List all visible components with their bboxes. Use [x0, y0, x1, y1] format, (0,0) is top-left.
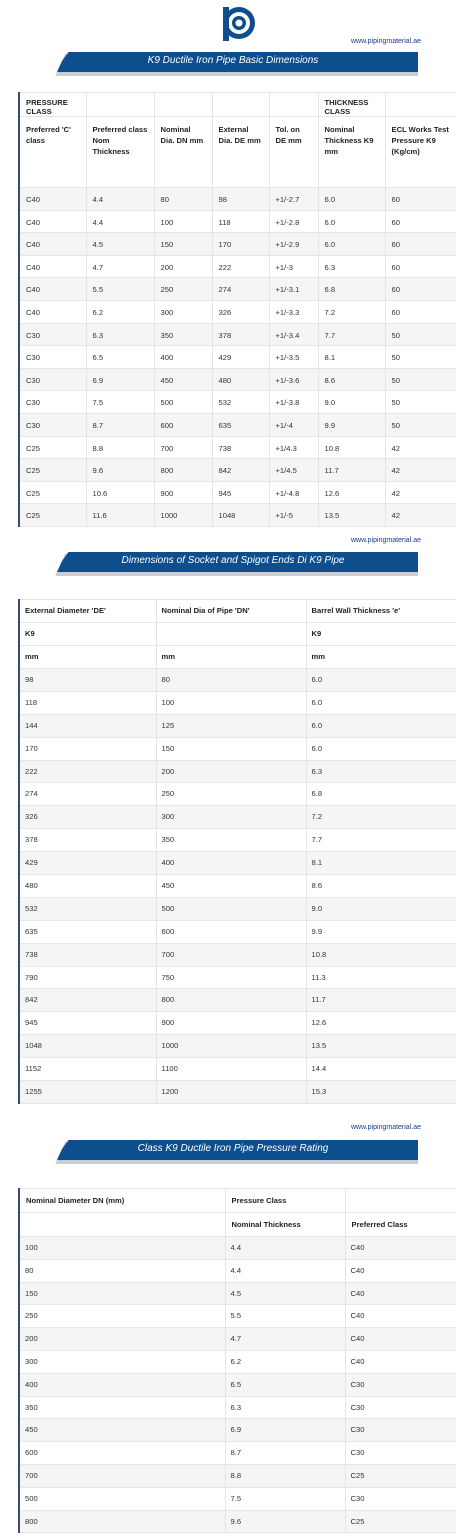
basic-dimensions-table — [18, 92, 456, 527]
section-banner — [48, 552, 418, 574]
table-cell: +1/-3 — [269, 255, 318, 278]
column-unit-header: K9 — [19, 623, 156, 646]
table-cell: 11.6 — [86, 504, 154, 527]
table-cell: 100 — [154, 210, 212, 233]
section-banner — [48, 52, 418, 74]
table-cell: C30 — [345, 1487, 456, 1510]
table-cell: 6.5 — [225, 1373, 345, 1396]
table-cell: 8.6 — [318, 368, 385, 391]
table-row — [19, 1305, 456, 1328]
table-cell: 9.0 — [306, 897, 456, 920]
table-row — [19, 323, 456, 346]
table-cell: +1/-3.4 — [269, 323, 318, 346]
column-group-header: PRESSURE CLASS — [19, 93, 86, 117]
table-cell: 378 — [212, 323, 269, 346]
table-cell: 200 — [156, 760, 306, 783]
table-row — [19, 1058, 456, 1081]
table-cell: 500 — [156, 897, 306, 920]
table-cell: 118 — [212, 210, 269, 233]
table-cell: 15.3 — [306, 1081, 456, 1104]
table-cell: 10.8 — [306, 943, 456, 966]
table-cell: 350 — [154, 323, 212, 346]
table-row — [19, 436, 456, 459]
table-cell: 200 — [154, 255, 212, 278]
table-cell: 60 — [385, 300, 456, 323]
table-row — [19, 691, 456, 714]
table-cell: 500 — [154, 391, 212, 414]
table-cell: C25 — [19, 481, 86, 504]
table-row — [19, 1464, 456, 1487]
section-title: Class K9 Ductile Iron Pipe Pressure Rating — [137, 1143, 329, 1154]
table-cell: 50 — [385, 391, 456, 414]
table-cell: C30 — [19, 368, 86, 391]
table-row — [19, 233, 456, 256]
pressure-rating-table — [18, 1188, 456, 1533]
table-cell: 50 — [385, 413, 456, 436]
column-header: Barrel Wall Thickness 'e' — [306, 600, 456, 623]
table-cell: 6.8 — [318, 278, 385, 301]
header-row — [19, 1213, 456, 1237]
table-cell: 5.5 — [225, 1305, 345, 1328]
table-cell: 8.7 — [225, 1442, 345, 1465]
table-cell: 6.0 — [318, 188, 385, 211]
column-header — [19, 1213, 225, 1237]
table-row — [19, 829, 456, 852]
table-cell: 1200 — [156, 1081, 306, 1104]
table-cell: C40 — [345, 1328, 456, 1351]
column-header: Nominal Diameter DN (mm) — [19, 1189, 225, 1213]
table-cell: 4.4 — [86, 188, 154, 211]
table-row — [19, 1510, 456, 1533]
table-cell: C40 — [19, 233, 86, 256]
table-cell: 9.6 — [86, 459, 154, 482]
table-cell: +1/-3.5 — [269, 346, 318, 369]
table-cell: C30 — [345, 1442, 456, 1465]
table-cell: 11.7 — [318, 459, 385, 482]
table-cell: 532 — [212, 391, 269, 414]
table-cell: C40 — [19, 300, 86, 323]
table-cell: 80 — [154, 188, 212, 211]
column-header: Preferred Class — [345, 1213, 456, 1237]
table-cell: 6.0 — [306, 691, 456, 714]
table-cell: 326 — [19, 806, 156, 829]
column-header: Preferred class Nom Thickness — [86, 117, 154, 188]
table-row — [19, 875, 456, 898]
table-cell: 200 — [19, 1328, 225, 1351]
table-cell: 429 — [19, 852, 156, 875]
table-cell: 42 — [385, 481, 456, 504]
column-group-header — [269, 93, 318, 117]
table-cell: 11.3 — [306, 966, 456, 989]
column-header: External Diameter 'DE' — [19, 600, 156, 623]
table-cell: 800 — [156, 989, 306, 1012]
table-cell: 42 — [385, 436, 456, 459]
table-cell: 700 — [154, 436, 212, 459]
table-row — [19, 481, 456, 504]
table-cell: 7.7 — [318, 323, 385, 346]
table-cell: C30 — [19, 413, 86, 436]
column-header: Tol. on DE mm — [269, 117, 318, 188]
table-cell: 450 — [19, 1419, 225, 1442]
table-cell: 6.0 — [306, 669, 456, 692]
table-cell: 900 — [154, 481, 212, 504]
table-row — [19, 1442, 456, 1465]
table-cell: 150 — [156, 737, 306, 760]
table-cell: 6.3 — [225, 1396, 345, 1419]
table-row — [19, 1259, 456, 1282]
table-cell: 300 — [19, 1350, 225, 1373]
table-cell: +1/-4 — [269, 413, 318, 436]
table-cell: 8.8 — [86, 436, 154, 459]
table-cell: 98 — [212, 188, 269, 211]
table-cell: +1/-2.9 — [269, 233, 318, 256]
table-cell: 842 — [19, 989, 156, 1012]
table-cell: 4.4 — [86, 210, 154, 233]
column-unit-header: mm — [156, 646, 306, 669]
column-header: Nominal Thickness — [225, 1213, 345, 1237]
table-cell: 1048 — [212, 504, 269, 527]
table-cell: 400 — [156, 852, 306, 875]
column-group-header — [86, 93, 154, 117]
site-url[interactable]: www.pipingmaterial.ae — [350, 38, 421, 45]
table-cell: +1/4.5 — [269, 459, 318, 482]
table-cell: 10.8 — [318, 436, 385, 459]
table-cell: 4.4 — [225, 1237, 345, 1260]
table-cell: +1/-3.1 — [269, 278, 318, 301]
table-cell: 1000 — [156, 1035, 306, 1058]
table-row — [19, 852, 456, 875]
table-cell: +1/-2.8 — [269, 210, 318, 233]
table-row — [19, 346, 456, 369]
table-cell: +1/-4.8 — [269, 481, 318, 504]
table-row — [19, 255, 456, 278]
header-row — [19, 600, 456, 623]
table-cell: C30 — [345, 1396, 456, 1419]
socket-spigot-table — [18, 599, 456, 1104]
column-header: Nominal Dia. DN mm — [154, 117, 212, 188]
table-cell: 170 — [212, 233, 269, 256]
table-cell: 429 — [212, 346, 269, 369]
table-row — [19, 783, 456, 806]
table-cell: 80 — [19, 1259, 225, 1282]
table-row — [19, 1035, 456, 1058]
table-cell: 9.0 — [318, 391, 385, 414]
table-row — [19, 210, 456, 233]
table-cell: C40 — [345, 1282, 456, 1305]
column-unit-header: mm — [19, 646, 156, 669]
table-cell: C40 — [19, 188, 86, 211]
company-logo — [218, 3, 258, 43]
header-row — [19, 117, 456, 188]
table-cell: 6.0 — [318, 210, 385, 233]
table-cell: 4.7 — [225, 1328, 345, 1351]
column-group-header — [212, 93, 269, 117]
table-cell: 4.4 — [225, 1259, 345, 1282]
column-group-header — [385, 93, 456, 117]
table-cell: 1100 — [156, 1058, 306, 1081]
table-cell: 450 — [154, 368, 212, 391]
table-row — [19, 1282, 456, 1305]
table-cell: 1048 — [19, 1035, 156, 1058]
site-url[interactable]: www.pipingmaterial.ae — [350, 537, 421, 544]
table-cell: 60 — [385, 278, 456, 301]
table-cell: 738 — [19, 943, 156, 966]
table-cell: 1152 — [19, 1058, 156, 1081]
table-row — [19, 1350, 456, 1373]
table-cell: 7.7 — [306, 829, 456, 852]
table-cell: 6.0 — [318, 233, 385, 256]
table-cell: 170 — [19, 737, 156, 760]
table-cell: 250 — [154, 278, 212, 301]
table-cell: 50 — [385, 368, 456, 391]
table-cell: 635 — [19, 920, 156, 943]
table-row — [19, 300, 456, 323]
table-cell: 118 — [19, 691, 156, 714]
table-row — [19, 413, 456, 436]
table-cell: +1/4.3 — [269, 436, 318, 459]
table-row — [19, 806, 456, 829]
table-cell: 8.6 — [306, 875, 456, 898]
table-cell: C30 — [19, 323, 86, 346]
column-header: Pressure Class — [225, 1189, 345, 1213]
table-cell: 13.5 — [318, 504, 385, 527]
table-cell: 750 — [156, 966, 306, 989]
column-header: ECL Works Test Pressure K9 (Kg/cm) — [385, 117, 456, 188]
table-cell: 274 — [19, 783, 156, 806]
table-cell: 8.8 — [225, 1464, 345, 1487]
table-cell: 400 — [19, 1373, 225, 1396]
table-cell: 6.8 — [306, 783, 456, 806]
table-cell: C30 — [19, 391, 86, 414]
table-cell: 150 — [19, 1282, 225, 1305]
table-cell: 222 — [212, 255, 269, 278]
table-cell: 350 — [156, 829, 306, 852]
table-cell: 1000 — [154, 504, 212, 527]
table-cell: 7.5 — [86, 391, 154, 414]
table-cell: 900 — [156, 1012, 306, 1035]
table-cell: 4.7 — [86, 255, 154, 278]
table-cell: 700 — [19, 1464, 225, 1487]
column-unit-header: K9 — [306, 623, 456, 646]
table-cell: 326 — [212, 300, 269, 323]
table-cell: 7.2 — [318, 300, 385, 323]
table-cell: 635 — [212, 413, 269, 436]
table-cell: 790 — [19, 966, 156, 989]
table-cell: 60 — [385, 188, 456, 211]
table-cell: 80 — [156, 669, 306, 692]
table-cell: 9.9 — [306, 920, 456, 943]
table-cell: 100 — [19, 1237, 225, 1260]
table-cell: 250 — [156, 783, 306, 806]
table-cell: 842 — [212, 459, 269, 482]
table-row — [19, 966, 456, 989]
table-cell: 42 — [385, 504, 456, 527]
table-cell: 222 — [19, 760, 156, 783]
table-cell: 7.2 — [306, 806, 456, 829]
table-cell: 9.6 — [225, 1510, 345, 1533]
table-cell: 5.5 — [86, 278, 154, 301]
table-cell: 60 — [385, 255, 456, 278]
table-cell: 12.6 — [306, 1012, 456, 1035]
column-header: Preferred 'C' class — [19, 117, 86, 188]
table-cell: 6.0 — [306, 714, 456, 737]
table-row — [19, 1396, 456, 1419]
table-cell: 12.6 — [318, 481, 385, 504]
header-row — [19, 93, 456, 117]
table-cell: 50 — [385, 323, 456, 346]
table-cell: 10.6 — [86, 481, 154, 504]
table-cell: 945 — [212, 481, 269, 504]
table-cell: 600 — [154, 413, 212, 436]
column-header: External Dia. DE mm — [212, 117, 269, 188]
table-row — [19, 1012, 456, 1035]
table-cell: 6.5 — [86, 346, 154, 369]
table-cell: 11.7 — [306, 989, 456, 1012]
table-row — [19, 1328, 456, 1351]
column-unit-header: mm — [306, 646, 456, 669]
table-cell: +1/-2.7 — [269, 188, 318, 211]
table-row — [19, 1487, 456, 1510]
table-row — [19, 368, 456, 391]
table-cell: 600 — [19, 1442, 225, 1465]
table-cell: +1/-5 — [269, 504, 318, 527]
table-cell: C25 — [19, 436, 86, 459]
table-cell: +1/-3.3 — [269, 300, 318, 323]
table-cell: 150 — [154, 233, 212, 256]
table-cell: 480 — [212, 368, 269, 391]
table-cell: 6.9 — [86, 368, 154, 391]
column-group-header: THICKNESS CLASS — [318, 93, 385, 117]
table-cell: C30 — [345, 1373, 456, 1396]
table-cell: C30 — [345, 1419, 456, 1442]
table-cell: 60 — [385, 210, 456, 233]
table-cell: 6.2 — [225, 1350, 345, 1373]
table-cell: 738 — [212, 436, 269, 459]
table-cell: 6.2 — [86, 300, 154, 323]
table-cell: +1/-3.8 — [269, 391, 318, 414]
table-row — [19, 714, 456, 737]
table-cell: 4.5 — [86, 233, 154, 256]
table-row — [19, 1419, 456, 1442]
table-cell: C40 — [345, 1237, 456, 1260]
column-header: Nominal Thickness K9 mm — [318, 117, 385, 188]
section-title: Dimensions of Socket and Spigot Ends Di K9 Pipe — [121, 555, 345, 566]
table-row — [19, 943, 456, 966]
table-cell: 8.1 — [318, 346, 385, 369]
table-cell: 274 — [212, 278, 269, 301]
table-cell: 8.1 — [306, 852, 456, 875]
table-cell: 9.9 — [318, 413, 385, 436]
table-row — [19, 188, 456, 211]
table-cell: 700 — [156, 943, 306, 966]
table-cell: 14.4 — [306, 1058, 456, 1081]
table-cell: 7.5 — [225, 1487, 345, 1510]
table-cell: 300 — [156, 806, 306, 829]
table-cell: 6.9 — [225, 1419, 345, 1442]
table-row — [19, 989, 456, 1012]
table-row — [19, 1237, 456, 1260]
table-row — [19, 459, 456, 482]
table-cell: C25 — [345, 1464, 456, 1487]
table-cell: C25 — [19, 504, 86, 527]
table-cell: 4.5 — [225, 1282, 345, 1305]
table-cell: 6.0 — [306, 737, 456, 760]
table-cell: 60 — [385, 233, 456, 256]
table-row — [19, 920, 456, 943]
table-cell: C40 — [19, 255, 86, 278]
table-cell: 144 — [19, 714, 156, 737]
table-cell: 13.5 — [306, 1035, 456, 1058]
table-cell: 250 — [19, 1305, 225, 1328]
table-row — [19, 504, 456, 527]
table-cell: 450 — [156, 875, 306, 898]
column-header — [345, 1189, 456, 1213]
table-cell: C40 — [19, 210, 86, 233]
table-cell: 98 — [19, 669, 156, 692]
table-cell: 100 — [156, 691, 306, 714]
table-cell: 532 — [19, 897, 156, 920]
table-cell: 400 — [154, 346, 212, 369]
table-cell: C25 — [345, 1510, 456, 1533]
section-banner — [48, 1140, 418, 1162]
table-cell: 378 — [19, 829, 156, 852]
table-cell: 480 — [19, 875, 156, 898]
table-cell: C40 — [19, 278, 86, 301]
table-cell: 350 — [19, 1396, 225, 1419]
table-cell: 600 — [156, 920, 306, 943]
table-cell: 500 — [19, 1487, 225, 1510]
table-cell: 800 — [154, 459, 212, 482]
table-cell: C40 — [345, 1305, 456, 1328]
table-cell: C40 — [345, 1259, 456, 1282]
header-row — [19, 1189, 456, 1213]
table-cell: 6.3 — [306, 760, 456, 783]
table-row — [19, 1081, 456, 1104]
table-cell: 42 — [385, 459, 456, 482]
table-row — [19, 669, 456, 692]
column-group-header — [154, 93, 212, 117]
table-row — [19, 1373, 456, 1396]
table-cell: 6.3 — [86, 323, 154, 346]
header-row — [19, 623, 456, 646]
table-cell: 8.7 — [86, 413, 154, 436]
table-row — [19, 391, 456, 414]
column-unit-header — [156, 623, 306, 646]
table-cell: 300 — [154, 300, 212, 323]
table-row — [19, 737, 456, 760]
table-row — [19, 278, 456, 301]
table-cell: 50 — [385, 346, 456, 369]
table-cell: 6.3 — [318, 255, 385, 278]
table-cell: +1/-3.6 — [269, 368, 318, 391]
table-cell: 945 — [19, 1012, 156, 1035]
table-cell: C25 — [19, 459, 86, 482]
table-cell: C40 — [345, 1350, 456, 1373]
table-row — [19, 897, 456, 920]
table-cell: 1255 — [19, 1081, 156, 1104]
table-cell: C30 — [19, 346, 86, 369]
table-row — [19, 760, 456, 783]
section-title: K9 Ductile Iron Pipe Basic Dimensions — [147, 55, 319, 66]
header-row — [19, 646, 456, 669]
table-cell: 125 — [156, 714, 306, 737]
column-header: Nominal Dia of Pipe 'DN' — [156, 600, 306, 623]
site-url[interactable]: www.pipingmaterial.ae — [350, 1124, 421, 1131]
table-cell: 800 — [19, 1510, 225, 1533]
